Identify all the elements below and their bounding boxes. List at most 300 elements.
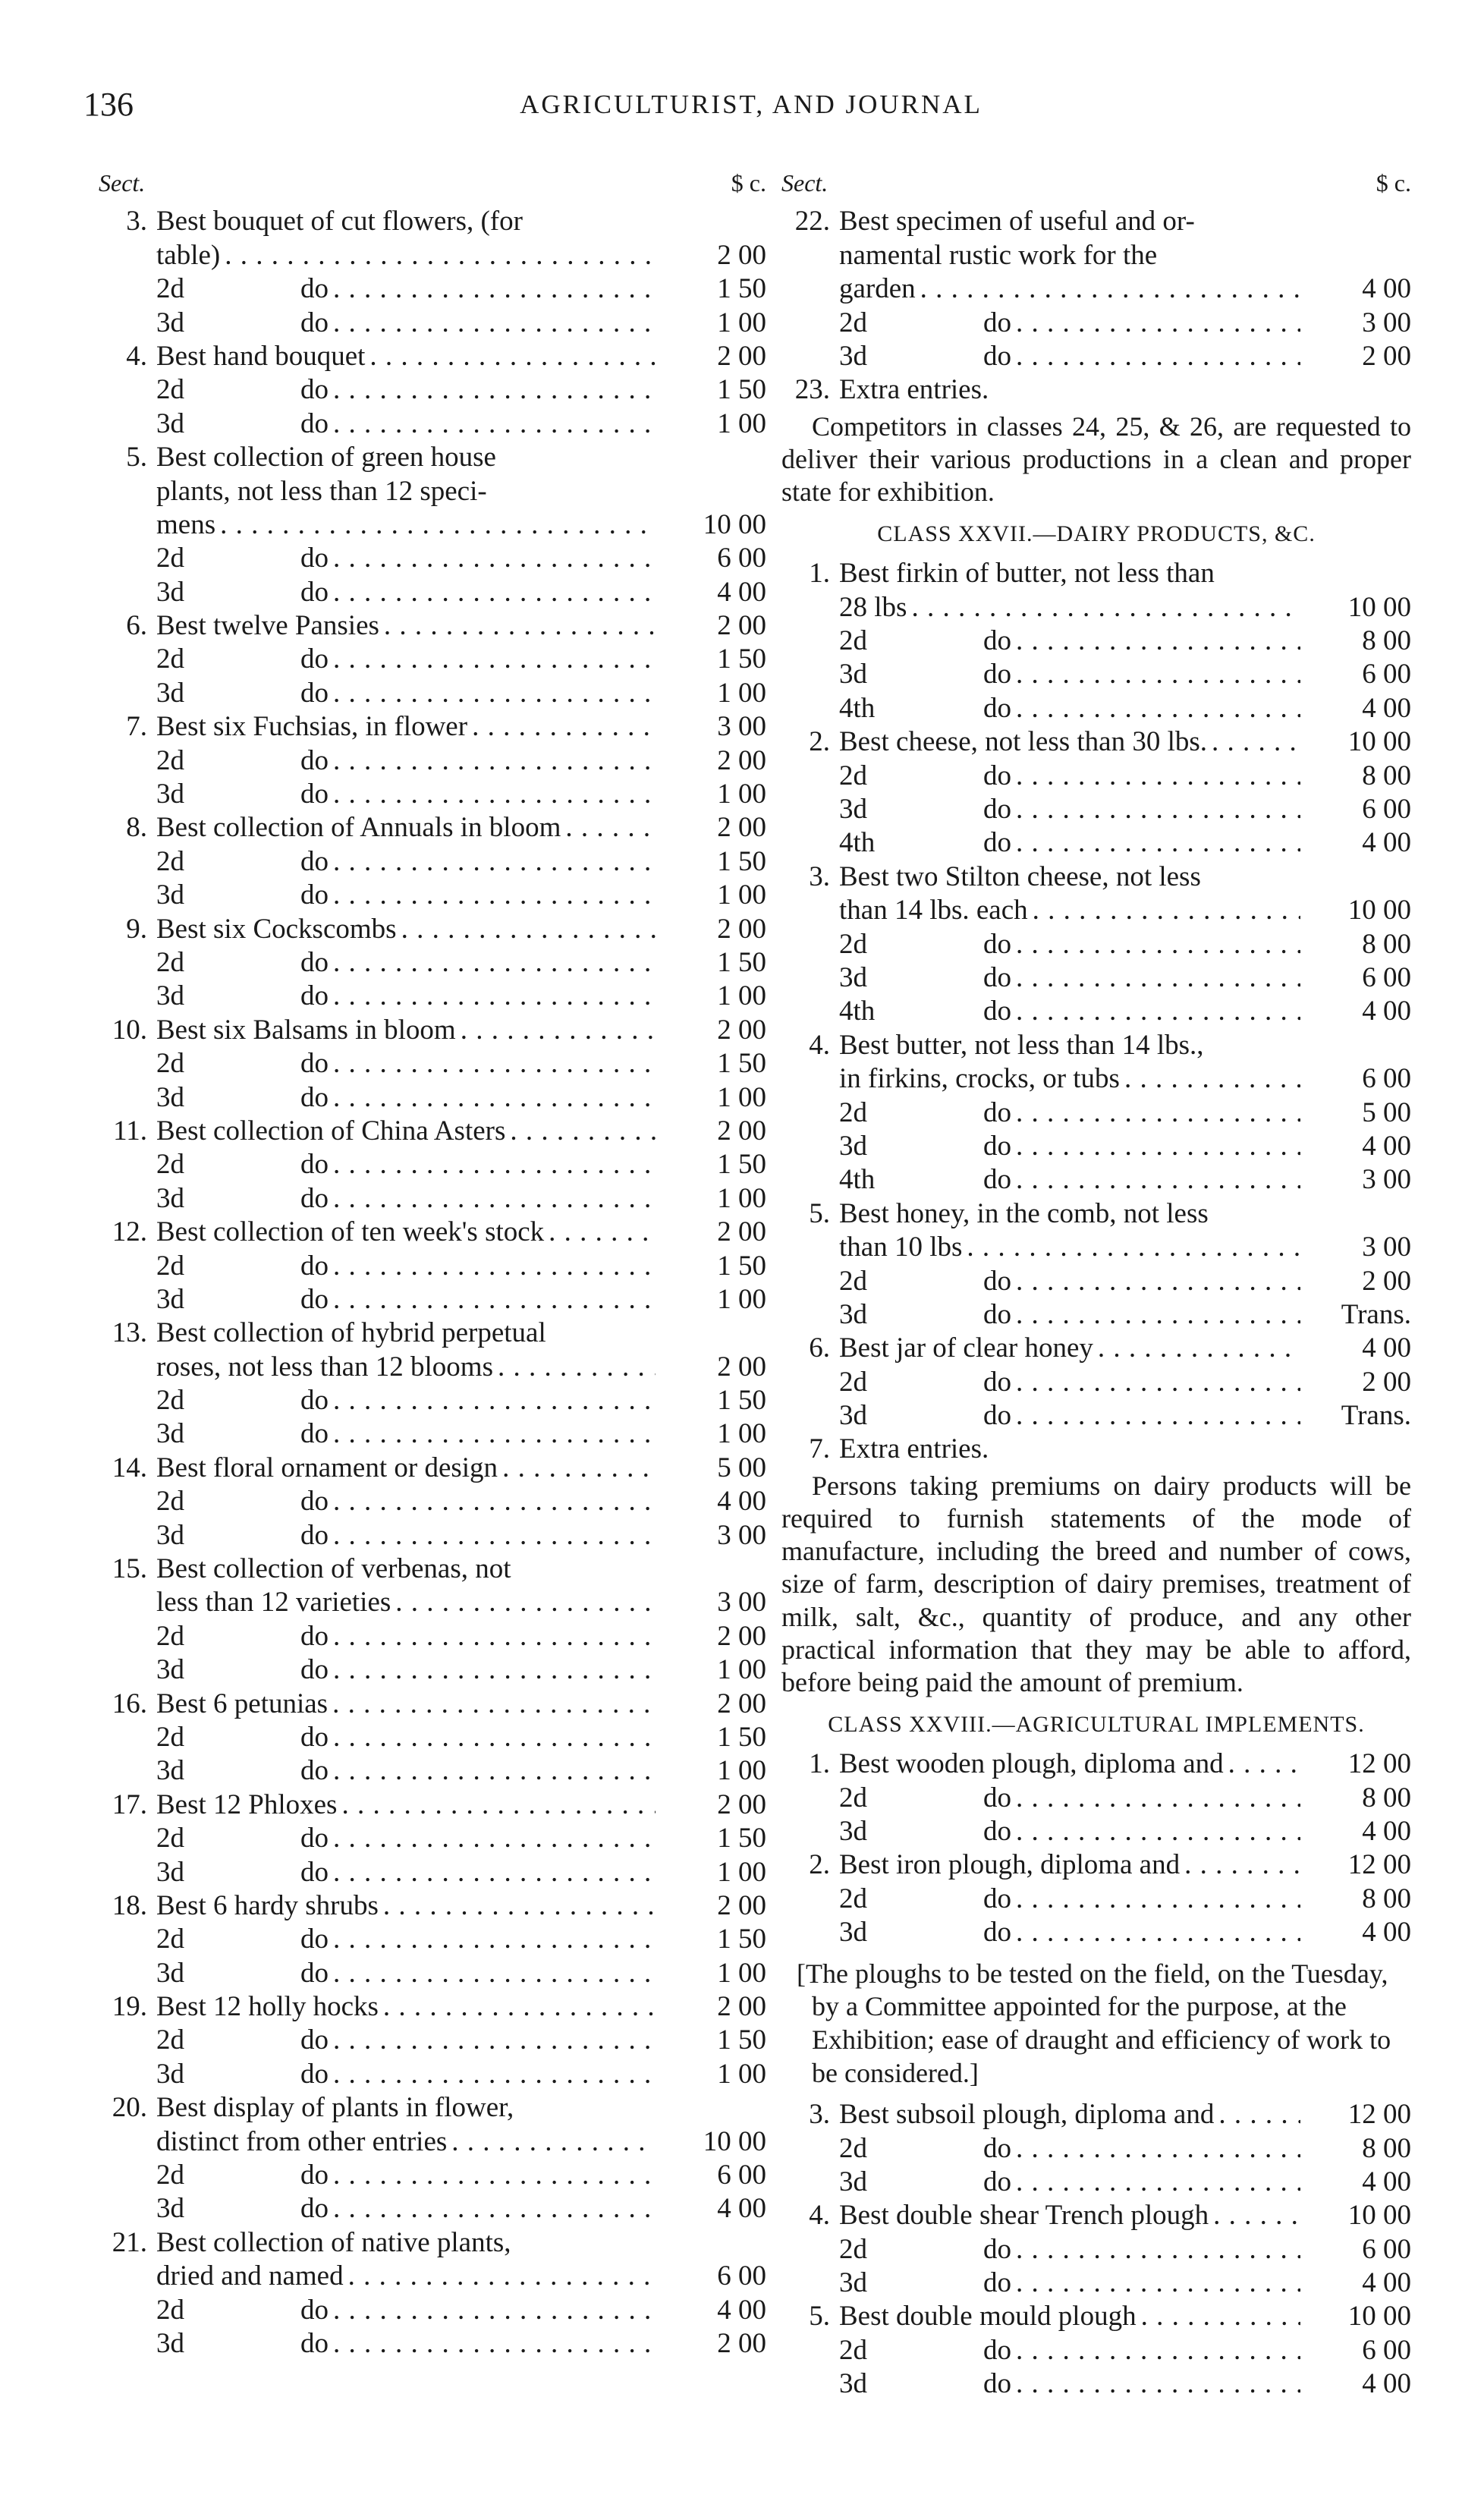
prize-amount: 2 00 [717, 1889, 766, 1921]
prize-amount: 6 00 [717, 543, 766, 574]
sub-prize-line [99, 2294, 766, 2327]
entry-line [99, 1115, 766, 1148]
ditto: do [983, 2166, 1011, 2197]
prize-entry [99, 340, 766, 441]
leader-dots [332, 1688, 656, 1721]
prize-place: 2d [156, 1620, 184, 1652]
leader-dots [333, 778, 656, 811]
prize-entry [99, 1552, 766, 1688]
sub-prize-line [99, 542, 766, 575]
prize-title-cont: namental rustic work for the [839, 239, 1158, 271]
sub-prize-line [781, 1883, 1411, 1916]
leader-dots [333, 272, 656, 306]
prize-place: 2d [156, 1385, 184, 1417]
prize-amount: 6 00 [717, 2160, 766, 2191]
prize-title-cont: than 14 lbs. each [839, 895, 1028, 926]
leader-dots [333, 2327, 656, 2361]
prize-amount: 2 00 [717, 1115, 766, 1147]
prize-title-cont: table) [156, 239, 221, 271]
prize-amount: 2 00 [717, 1351, 766, 1383]
prize-place: 3d [839, 794, 867, 826]
ditto: do [983, 1400, 1011, 1432]
ditto: do [300, 744, 329, 776]
ditto: do [300, 677, 329, 709]
section-number: 1. [809, 1748, 830, 1780]
ditto: do [983, 961, 1011, 993]
section-number: 8. [126, 812, 147, 844]
prize-place: 2d [156, 2294, 184, 2326]
ditto: do [983, 2267, 1011, 2299]
sub-prize-line [781, 1265, 1411, 1298]
leader-dots [1016, 2266, 1300, 2300]
prize-entry [99, 913, 766, 1014]
section-number: 9. [126, 913, 147, 945]
prize-entry [781, 557, 1411, 725]
entry-continuation [781, 1062, 1411, 1096]
sub-prize-line [781, 1815, 1411, 1848]
leader-dots [333, 980, 656, 1013]
prize-place: 2d [839, 1366, 867, 1398]
prize-amount: 4 00 [1362, 2267, 1411, 2299]
section-number: 6. [126, 610, 147, 642]
entry-line [99, 1014, 766, 1047]
entry-continuation [99, 2125, 766, 2159]
sub-prize-line [99, 1754, 766, 1788]
ditto: do [983, 307, 1011, 338]
sub-prize-line [99, 845, 766, 879]
entry-line [99, 1788, 766, 1822]
section-number: 1. [809, 558, 830, 590]
ditto: do [300, 643, 329, 675]
leader-dots [333, 2024, 656, 2057]
entry-line [99, 2226, 766, 2260]
prize-amount: 2 00 [717, 913, 766, 945]
prize-amount: 2 00 [717, 744, 766, 776]
leader-dots [333, 373, 656, 407]
prize-place: 3d [839, 659, 867, 690]
ditto: do [983, 2233, 1011, 2265]
prize-title: Best collection of China Asters [156, 1115, 506, 1147]
leader-dots [472, 710, 656, 744]
prize-place: 3d [839, 1400, 867, 1432]
class-heading-implements: CLASS XXVIII.—AGRICULTURAL IMPLEMENTS. [828, 1712, 1365, 1738]
leader-dots [1016, 760, 1300, 793]
leader-dots [1016, 624, 1300, 658]
leader-dots [333, 407, 656, 441]
ditto: do [983, 2368, 1011, 2400]
section-number: 20. [112, 2092, 147, 2124]
sub-prize-line [781, 1130, 1411, 1163]
ditto: do [300, 2294, 329, 2326]
prize-amount: 5 00 [1362, 1096, 1411, 1128]
leader-dots [333, 1182, 656, 1216]
ditto: do [983, 1096, 1011, 1128]
entry-continuation [781, 591, 1411, 624]
leader-dots [1016, 1399, 1300, 1433]
entry-line [781, 1197, 1411, 1231]
sub-prize-line [781, 1096, 1411, 1130]
leader-dots [333, 542, 656, 575]
prize-entry [99, 1115, 766, 1216]
prize-amount: 4 00 [1362, 2166, 1411, 2197]
ditto: do [300, 1957, 329, 1989]
sub-prize-line [99, 1721, 766, 1754]
leader-dots [401, 913, 656, 946]
prize-place: 3d [156, 1957, 184, 1989]
ditto: do [300, 1182, 329, 1214]
prize-amount: 1 00 [717, 2058, 766, 2090]
sub-prize-line [99, 576, 766, 609]
prize-amount: 10 00 [1347, 2301, 1411, 2333]
leader-dots [1016, 2132, 1300, 2166]
ditto: do [300, 879, 329, 911]
entry-line [99, 1990, 766, 2024]
section-number: 4. [809, 1029, 830, 1061]
prize-amount: 5 00 [717, 1452, 766, 1483]
prize-amount: 1 00 [717, 1283, 766, 1315]
prize-title: Best display of plants in flower, [156, 2092, 514, 2124]
leader-dots [1213, 2199, 1300, 2232]
section-number: 16. [112, 1688, 147, 1719]
sub-prize-line [781, 995, 1411, 1028]
ditto: do [300, 307, 329, 338]
prize-place: 2d [839, 307, 867, 338]
ditto: do [983, 928, 1011, 960]
ditto: do [300, 1721, 329, 1753]
prize-amount: 2 00 [717, 1620, 766, 1652]
ditto: do [983, 996, 1011, 1027]
sub-prize-line [99, 1047, 766, 1081]
prize-title: Best butter, not less than 14 lbs., [839, 1029, 1204, 1061]
prize-place: 2d [839, 1883, 867, 1914]
section-number: 11. [113, 1115, 147, 1147]
prize-amount: 2 00 [717, 1014, 766, 1046]
prize-place: 2d [839, 1265, 867, 1297]
entry-continuation [781, 1231, 1411, 1264]
entry-line [99, 340, 766, 373]
prize-amount: 4 00 [717, 2294, 766, 2326]
ditto: do [300, 1250, 329, 1282]
leader-dots [333, 1653, 656, 1687]
prize-amount: 1 50 [717, 1250, 766, 1282]
prize-amount: 1 00 [717, 1755, 766, 1787]
leader-dots [1016, 1883, 1300, 1916]
sub-prize-line [99, 1148, 766, 1181]
prize-amount: 6 00 [1362, 659, 1411, 690]
ditto: do [300, 845, 329, 877]
prize-amount: 1 00 [717, 1856, 766, 1888]
prize-entry [781, 2098, 1411, 2199]
prize-amount: 8 00 [1362, 760, 1411, 791]
entry-line [99, 913, 766, 946]
prize-amount: 1 50 [717, 374, 766, 406]
entry-line [99, 1316, 766, 1350]
prize-title: Best 12 holly hocks [156, 1991, 379, 2023]
leader-dots [1016, 658, 1300, 691]
sub-prize-line [99, 677, 766, 710]
ditto: do [983, 692, 1011, 724]
sub-prize-line [99, 778, 766, 811]
entry-line [99, 811, 766, 845]
prize-entry [99, 1216, 766, 1316]
sub-prize-line [99, 1620, 766, 1653]
entry-continuation [99, 2260, 766, 2293]
leader-dots [1228, 1747, 1300, 1781]
ditto: do [983, 659, 1011, 690]
entry-line [99, 1889, 766, 1923]
prize-entry [99, 710, 766, 811]
prize-amount: 6 00 [1362, 961, 1411, 993]
prize-title: Best six Fuchsias, in flower [156, 711, 468, 743]
ditto: do [300, 1081, 329, 1113]
prize-list [781, 2098, 1411, 2402]
sub-prize-line [99, 272, 766, 306]
sub-prize-line [99, 2058, 766, 2091]
leader-dots [1016, 1265, 1300, 1298]
ditto: do [300, 2024, 329, 2056]
sub-prize-line [99, 879, 766, 912]
sub-prize-line [99, 1485, 766, 1518]
entry-line [781, 557, 1411, 590]
leader-dots [333, 1417, 656, 1451]
leader-dots [333, 1485, 656, 1518]
extra-entries: 23. Extra entries. [794, 374, 989, 406]
leader-dots [1098, 1332, 1300, 1365]
leader-dots [1212, 725, 1300, 759]
prize-place: 3d [156, 407, 184, 439]
sub-prize-line [99, 1519, 766, 1552]
class-heading-dairy: CLASS XXVII.—DAIRY PRODUCTS, &C. [877, 521, 1316, 547]
sub-prize-line [99, 1283, 766, 1316]
prize-amount: 1 50 [717, 1924, 766, 1955]
prize-entry [781, 860, 1411, 1029]
units-label: $ c. [1376, 169, 1411, 197]
ditto: do [300, 1620, 329, 1652]
prize-amount: 1 50 [717, 643, 766, 675]
leader-dots [911, 591, 1300, 624]
prize-title-cont: distinct from other entries [156, 2125, 448, 2157]
sub-prize-line [781, 658, 1411, 691]
prize-amount: 10 00 [1347, 591, 1411, 623]
prize-entry [99, 609, 766, 710]
prize-place: 3d [156, 2193, 184, 2225]
prize-place: 3d [156, 677, 184, 709]
ditto: do [300, 543, 329, 574]
prize-title: Best collection of Annuals in bloom [156, 812, 561, 844]
section-number: 18. [112, 1889, 147, 1921]
sub-prize-line [781, 307, 1411, 340]
leader-dots [920, 272, 1300, 306]
leader-dots [384, 609, 656, 643]
sub-prize-line [99, 1182, 766, 1216]
ditto: do [300, 576, 329, 608]
prize-list [99, 205, 766, 2361]
ditto: do [300, 1486, 329, 1518]
prize-place: 2d [839, 1782, 867, 1814]
ditto: do [300, 407, 329, 439]
prize-entry [781, 1197, 1411, 1332]
ditto: do [300, 2328, 329, 2359]
sect-label: Sect. [781, 169, 828, 197]
prize-place: 4th [839, 692, 876, 724]
leader-dots [333, 1384, 656, 1417]
prize-amount: Trans. [1341, 1298, 1411, 1330]
sub-prize-line [781, 2334, 1411, 2367]
leader-dots [333, 1957, 656, 1990]
prize-amount: 6 00 [1362, 1063, 1411, 1095]
prize-place: 2d [156, 1721, 184, 1753]
prize-amount: 4 00 [1362, 1332, 1411, 1364]
section-number: 2. [809, 726, 830, 758]
leader-dots [1016, 2367, 1300, 2401]
prize-title: Best specimen of useful and or- [839, 206, 1195, 238]
ditto: do [983, 1917, 1011, 1949]
prize-title: Best two Stilton cheese, not less [839, 860, 1201, 892]
sub-prize-line [781, 1163, 1411, 1197]
leader-dots [1016, 2334, 1300, 2367]
ditto: do [300, 1856, 329, 1888]
ditto: do [300, 1149, 329, 1181]
sub-prize-line [781, 2367, 1411, 2401]
prize-entry [99, 441, 766, 609]
prize-place: 2d [156, 1048, 184, 1080]
entry-line [99, 1452, 766, 1485]
prize-title-cont: plants, not less than 12 speci- [156, 475, 487, 507]
sub-prize-line [781, 2132, 1411, 2166]
prize-place: 3d [839, 1917, 867, 1949]
sub-prize-line [99, 980, 766, 1013]
prize-title-cont: in firkins, crocks, or tubs [839, 1063, 1120, 1095]
prize-entry [99, 1452, 766, 1552]
prize-entry [99, 1316, 766, 1452]
prize-amount: 12 00 [1347, 1849, 1411, 1881]
leader-dots [1016, 961, 1300, 995]
prize-place: 4th [839, 827, 876, 859]
prize-entry [99, 1990, 766, 2091]
sub-prize-line [781, 692, 1411, 725]
prize-title: Best six Balsams in bloom [156, 1014, 456, 1046]
ditto: do [300, 980, 329, 1012]
prize-place: 2d [156, 273, 184, 305]
prize-amount: 4 00 [1362, 692, 1411, 724]
prize-entry [781, 1747, 1411, 1848]
leader-dots [1016, 826, 1300, 860]
section-number: 3. [809, 2099, 830, 2131]
leader-dots [1141, 2300, 1300, 2333]
prize-amount: 2 00 [1362, 1366, 1411, 1398]
prize-title-cont: dried and named [156, 2260, 344, 2292]
prize-amount: 2 00 [717, 239, 766, 271]
prize-amount: 2 00 [717, 2328, 766, 2359]
prize-place: 2d [156, 1486, 184, 1518]
entry-continuation [99, 508, 766, 542]
sub-prize-line [781, 826, 1411, 860]
section-number: 5. [809, 2301, 830, 2333]
prize-title: Best collection of ten week's stock [156, 1216, 545, 1248]
prize-amount: 2 00 [717, 1991, 766, 2023]
prize-place: 2d [156, 946, 184, 978]
prize-amount: 1 00 [717, 1957, 766, 1989]
prize-amount: 3 00 [717, 1519, 766, 1551]
prize-amount: 10 00 [703, 2125, 766, 2157]
prize-entry [99, 1889, 766, 1990]
section-number: 4. [126, 340, 147, 372]
leader-dots [1124, 1062, 1300, 1096]
prize-place: 2d [839, 928, 867, 960]
ditto: do [983, 827, 1011, 859]
entry-continuation [781, 239, 1411, 272]
entry-line [781, 2098, 1411, 2131]
ditto: do [300, 374, 329, 406]
leader-dots [967, 1231, 1300, 1264]
prize-list [781, 1747, 1411, 1949]
sub-prize-line [99, 373, 766, 407]
prize-title: Best 6 hardy shrubs [156, 1889, 379, 1921]
prize-amount: 1 00 [717, 879, 766, 911]
prize-amount: 1 00 [717, 407, 766, 439]
ploughs-note: [The ploughs to be tested on the field, on the Tuesday, by a Committee appointed for the purpose, at the Exhibition; ease of draught and efficiency of work to be considered.] [797, 1958, 1391, 2089]
sub-prize-line [99, 1417, 766, 1451]
ditto: do [983, 1782, 1011, 1814]
prize-title: Best floral ornament or design [156, 1452, 498, 1483]
entry-line [99, 2091, 766, 2125]
ditto: do [300, 2193, 329, 2225]
sub-prize-line [99, 2024, 766, 2057]
leader-dots [369, 340, 656, 373]
prize-title: Best collection of hybrid perpetual [156, 1317, 546, 1349]
leader-dots [348, 2260, 656, 2293]
ditto: do [983, 1815, 1011, 1847]
prize-place: 3d [156, 1755, 184, 1787]
prize-title: Best bouquet of cut flowers, (for [156, 206, 523, 238]
prize-place: 3d [156, 1182, 184, 1214]
prize-amount: 3 00 [717, 1587, 766, 1618]
leader-dots [220, 508, 656, 542]
prize-place: 3d [156, 576, 184, 608]
prize-title: Best honey, in the comb, not less [839, 1197, 1209, 1229]
leader-dots [333, 845, 656, 879]
prize-place: 2d [156, 1924, 184, 1955]
prize-title: Best 6 petunias [156, 1688, 329, 1719]
prize-place: 3d [156, 1283, 184, 1315]
sub-prize-line [781, 928, 1411, 961]
prize-amount: 12 00 [1347, 2099, 1411, 2131]
sub-prize-line [99, 307, 766, 340]
prize-place: 3d [839, 2368, 867, 2400]
ditto: do [983, 1883, 1011, 1914]
prize-place: 3d [156, 307, 184, 338]
right-column [781, 168, 1411, 2402]
leader-dots [333, 1754, 656, 1788]
prize-amount: 2 00 [1362, 1265, 1411, 1297]
prize-title-cont: than 10 lbs [839, 1232, 963, 1263]
entry-line [781, 2300, 1411, 2333]
prize-amount: 12 00 [1347, 1748, 1411, 1780]
sub-prize-line [99, 1384, 766, 1417]
dairy-note: Persons taking premiums on dairy products will be required to furnish statements of the mode of manufacture, including the breed and number of cows, size of farm, description of dairy premises, treatment of milk, salt, &c., quantity of produce, and any other practical information that they may be able to afford, before being paid the amount of premium. [781, 1470, 1411, 1697]
prize-amount: 4 00 [1362, 1917, 1411, 1949]
prize-entry [781, 725, 1411, 860]
extra-entries: 7. Extra entries. [809, 1433, 989, 1465]
prize-place: 3d [839, 2166, 867, 2197]
leader-dots [1016, 1130, 1300, 1163]
leader-dots [1016, 1782, 1300, 1815]
leader-dots [1016, 1163, 1300, 1197]
left-column [99, 168, 766, 2361]
section-number: 19. [112, 1991, 147, 2023]
leader-dots [333, 744, 656, 778]
prize-amount: 4 00 [1362, 996, 1411, 1027]
